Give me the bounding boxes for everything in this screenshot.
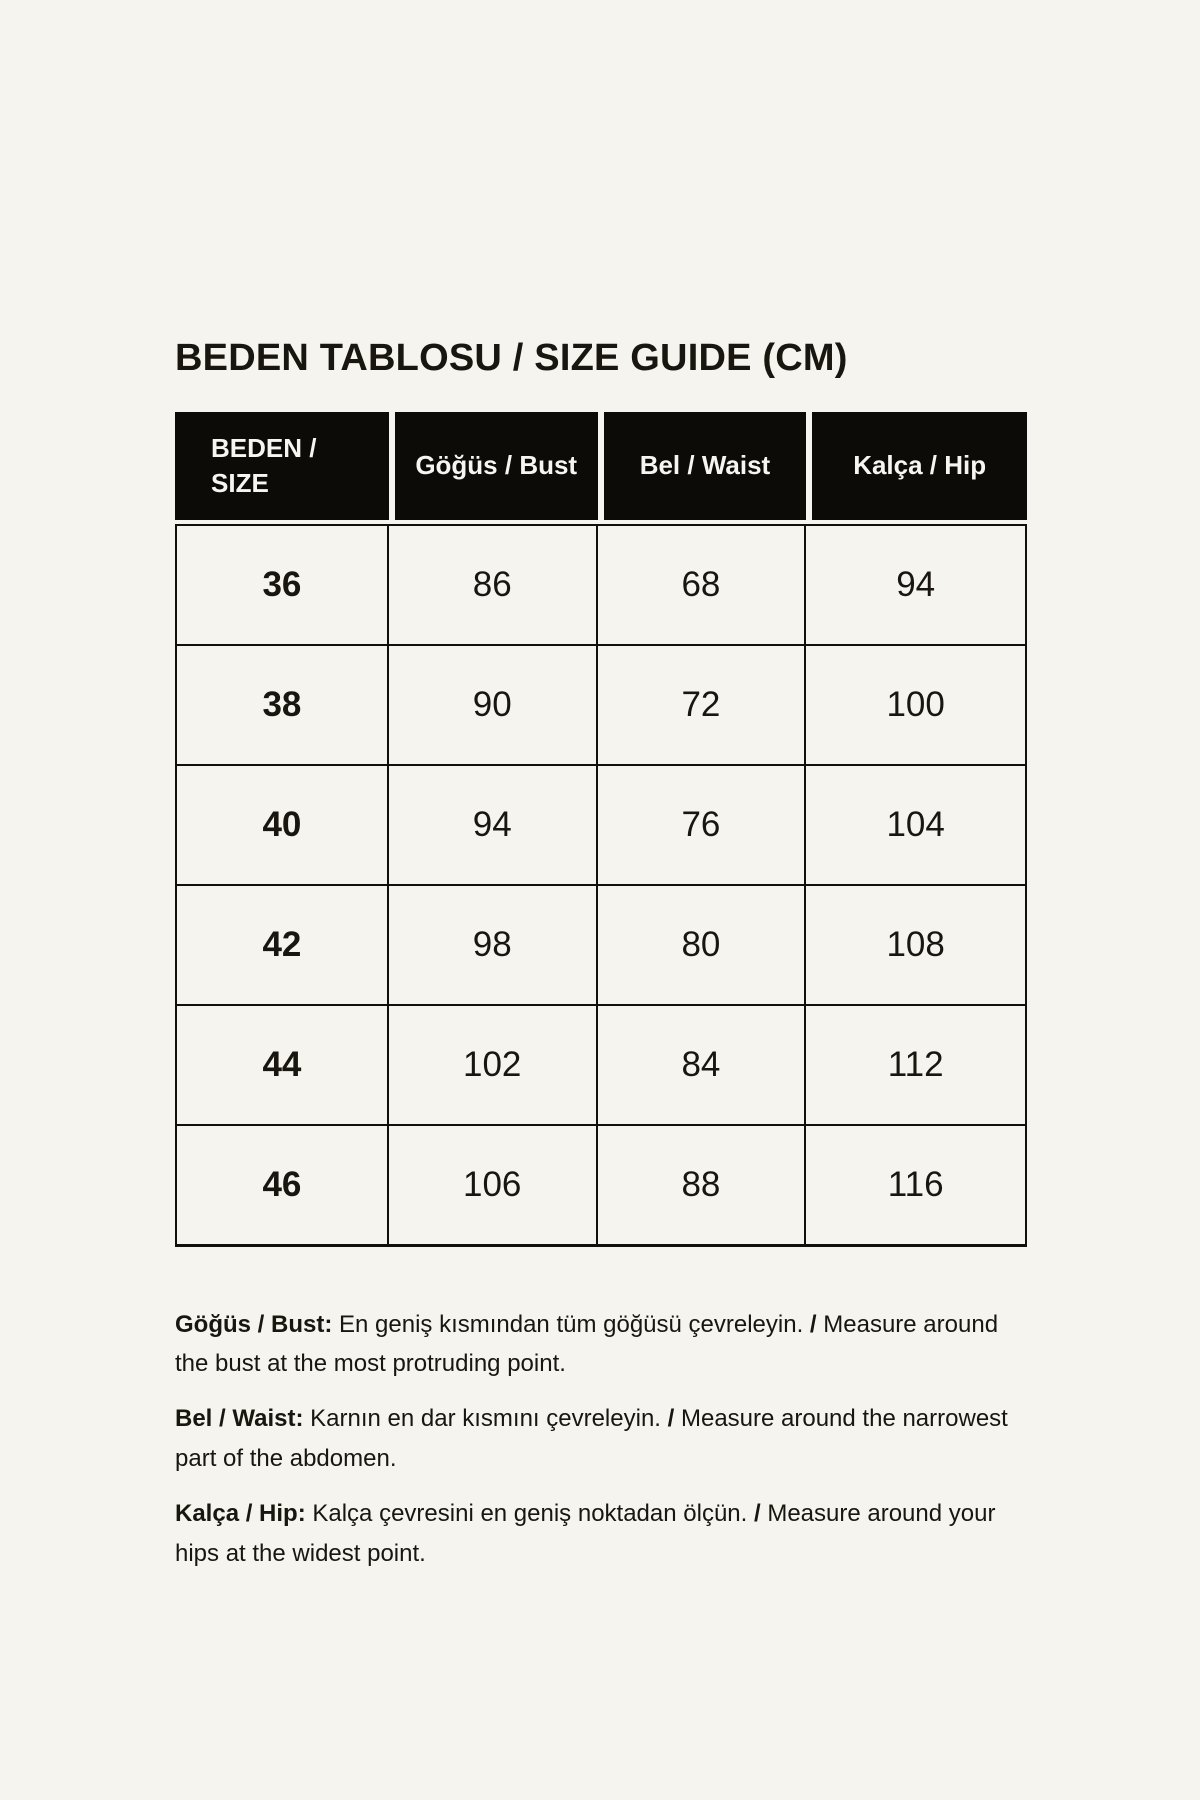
header-cell-hip: Kalça / Hip <box>806 412 1027 524</box>
size-table-body <box>175 524 1027 1247</box>
note-text-tr: En geniş kısmından tüm göğüsü çevreleyin. <box>332 1310 810 1338</box>
note-bust <box>175 1305 1027 1385</box>
waist-cell: 80 <box>598 886 807 1006</box>
size-cell: 38 <box>175 646 389 766</box>
size-cell: 36 <box>175 524 389 646</box>
table-row <box>175 766 1027 886</box>
waist-cell: 88 <box>598 1126 807 1247</box>
note-label: Göğüs / Bust: <box>175 1310 333 1338</box>
size-cell: 44 <box>175 1006 389 1126</box>
header-label-size: BEDEN / SIZE <box>211 433 317 498</box>
bust-cell: 94 <box>389 766 598 886</box>
hip-cell: 108 <box>806 886 1027 1006</box>
note-label: Bel / Waist: <box>175 1405 304 1433</box>
note-label: Kalça / Hip: <box>175 1499 306 1527</box>
table-row <box>175 1006 1027 1126</box>
note-separator: / <box>753 1499 761 1527</box>
header-cell-size <box>175 412 389 524</box>
table-row <box>175 524 1027 646</box>
note-separator: / <box>667 1405 675 1433</box>
bust-cell: 86 <box>389 524 598 646</box>
bust-cell: 98 <box>389 886 598 1006</box>
size-table <box>175 412 1027 1247</box>
size-cell: 46 <box>175 1126 389 1247</box>
size-table-header <box>175 412 1027 524</box>
size-cell: 40 <box>175 766 389 886</box>
hip-cell: 100 <box>806 646 1027 766</box>
page-title: BEDEN TABLOSU / SIZE GUIDE (CM) <box>175 337 848 379</box>
waist-cell: 68 <box>598 524 807 646</box>
waist-cell: 84 <box>598 1006 807 1126</box>
note-hip <box>175 1494 1027 1574</box>
note-text-en: Measure around the narrowest part of the abdomen. <box>175 1405 1008 1473</box>
measurement-notes <box>175 1305 1027 1574</box>
note-text-en: Measure around your hips at the widest point. <box>175 1499 996 1567</box>
note-text-en: Measure around the bust at the most protruding point. <box>175 1310 999 1378</box>
hip-cell: 104 <box>806 766 1027 886</box>
header-row <box>175 412 1027 524</box>
bust-cell: 102 <box>389 1006 598 1126</box>
waist-cell: 76 <box>598 766 807 886</box>
note-text-tr: Kalça çevresini en geniş noktadan ölçün. <box>305 1499 754 1527</box>
table-row <box>175 886 1027 1006</box>
note-text-tr: Karnın en dar kısmını çevreleyin. <box>303 1405 668 1433</box>
size-guide-content <box>175 336 1027 1589</box>
waist-cell: 72 <box>598 646 807 766</box>
note-separator: / <box>809 1310 817 1338</box>
hip-cell: 116 <box>806 1126 1027 1247</box>
table-row <box>175 646 1027 766</box>
bust-cell: 106 <box>389 1126 598 1247</box>
header-cell-waist: Bel / Waist <box>598 412 807 524</box>
hip-cell: 112 <box>806 1006 1027 1126</box>
table-row <box>175 1126 1027 1247</box>
bust-cell: 90 <box>389 646 598 766</box>
header-cell-bust: Göğüs / Bust <box>389 412 598 524</box>
note-waist <box>175 1399 1027 1479</box>
size-cell: 42 <box>175 886 389 1006</box>
hip-cell: 94 <box>806 524 1027 646</box>
